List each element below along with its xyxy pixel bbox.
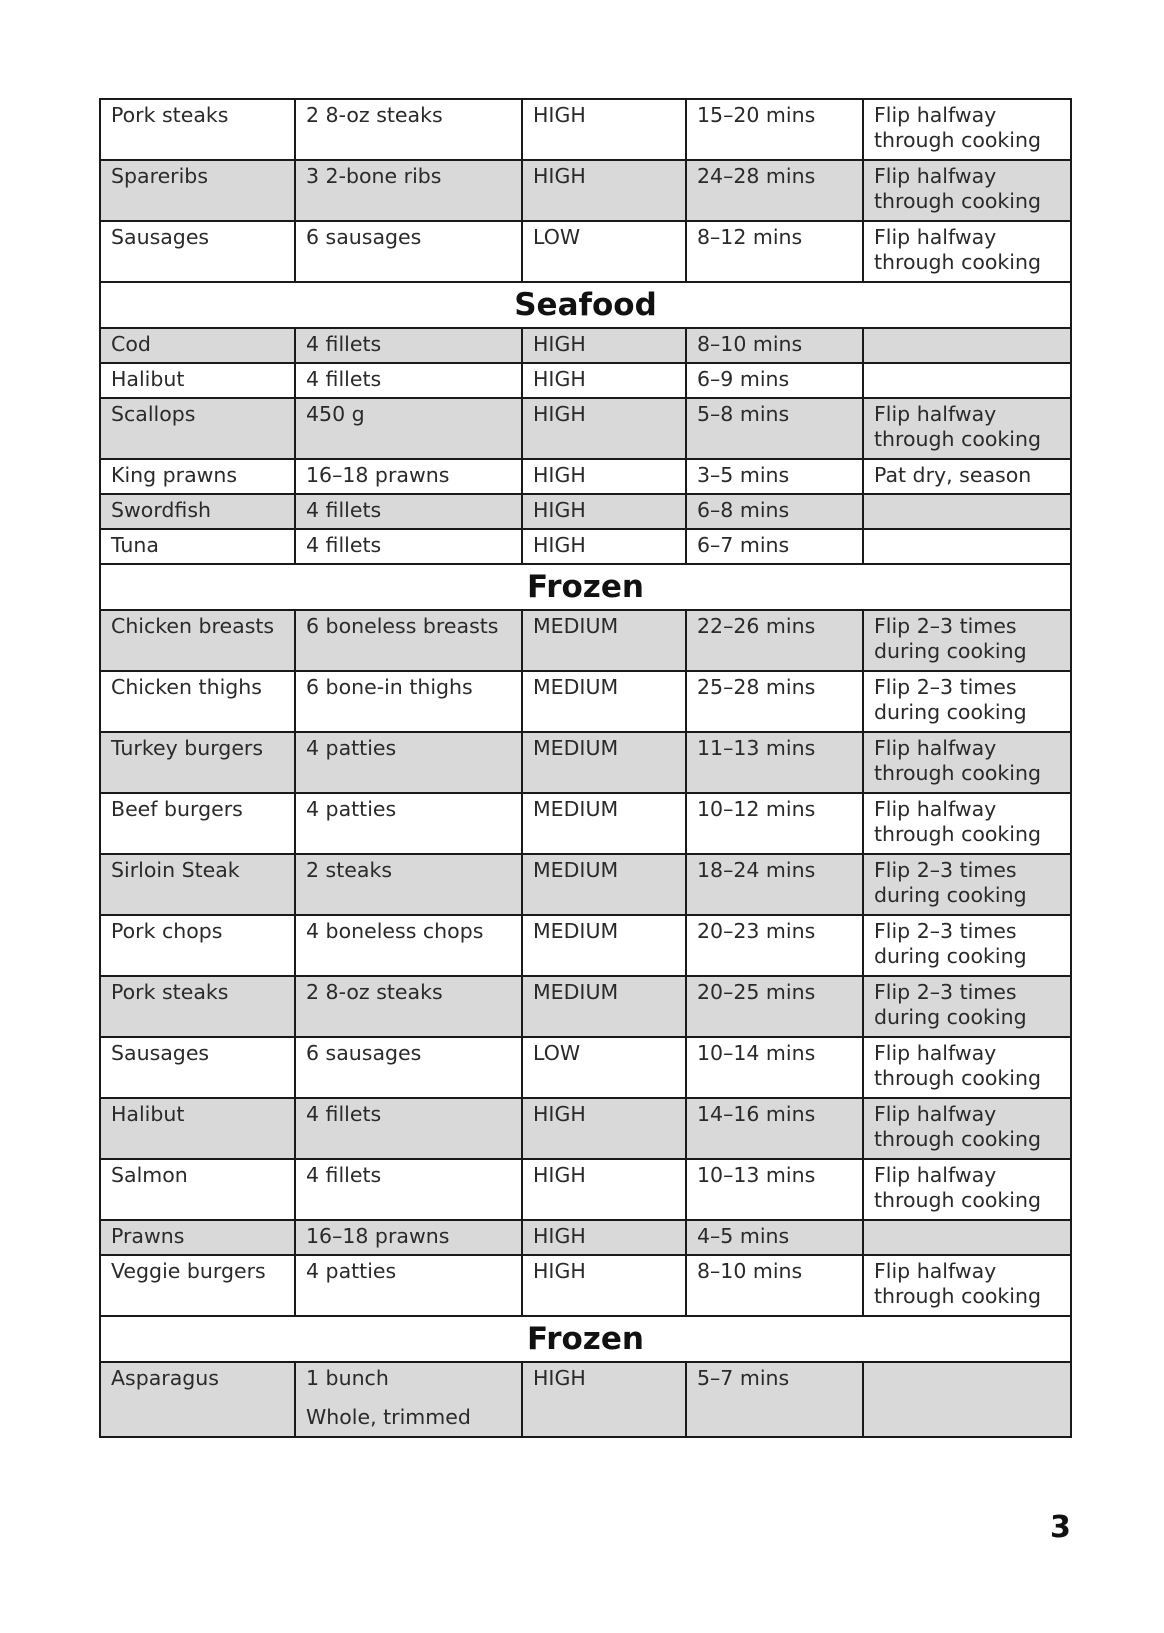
setting-cell: HIGH xyxy=(522,529,686,564)
notes-cell: Flip 2–3 times during cooking xyxy=(863,671,1071,732)
time-cell: 15–20 mins xyxy=(686,99,863,160)
table-row xyxy=(100,459,1071,494)
notes-cell: Flip halfway through cooking xyxy=(863,398,1071,459)
time-cell: 20–25 mins xyxy=(686,976,863,1037)
amount-cell: 4 patties xyxy=(295,793,522,854)
food-cell: Pork steaks xyxy=(100,976,295,1037)
table-row xyxy=(100,494,1071,529)
amount-cell: 4 patties xyxy=(295,732,522,793)
setting-cell: MEDIUM xyxy=(522,671,686,732)
food-cell: Sirloin Steak xyxy=(100,854,295,915)
food-cell: Pork steaks xyxy=(100,99,295,160)
food-cell: Sausages xyxy=(100,1037,295,1098)
table-row xyxy=(100,671,1071,732)
notes-cell xyxy=(863,1220,1071,1255)
notes-cell xyxy=(863,529,1071,564)
time-cell: 10–12 mins xyxy=(686,793,863,854)
section-heading-frozen: Frozen xyxy=(100,564,1071,610)
setting-cell: HIGH xyxy=(522,1159,686,1220)
time-cell: 25–28 mins xyxy=(686,671,863,732)
notes-cell: Flip halfway through cooking xyxy=(863,160,1071,221)
food-cell: Spareribs xyxy=(100,160,295,221)
table-row xyxy=(100,1159,1071,1220)
amount-cell: 4 fillets xyxy=(295,1098,522,1159)
food-cell: Pork chops xyxy=(100,915,295,976)
table-row xyxy=(100,160,1071,221)
table-row xyxy=(100,1220,1071,1255)
time-cell: 10–13 mins xyxy=(686,1159,863,1220)
time-cell: 6–8 mins xyxy=(686,494,863,529)
time-cell: 8–12 mins xyxy=(686,221,863,282)
notes-cell: Flip halfway through cooking xyxy=(863,1098,1071,1159)
setting-cell: HIGH xyxy=(522,398,686,459)
time-cell: 11–13 mins xyxy=(686,732,863,793)
setting-cell: HIGH xyxy=(522,99,686,160)
notes-cell: Flip halfway through cooking xyxy=(863,732,1071,793)
notes-cell: Flip halfway through cooking xyxy=(863,99,1071,160)
time-cell: 10–14 mins xyxy=(686,1037,863,1098)
amount-cell: 4 fillets xyxy=(295,1159,522,1220)
amount-cell: 2 8-oz steaks xyxy=(295,976,522,1037)
table-row xyxy=(100,1037,1071,1098)
amount-cell: 6 sausages xyxy=(295,1037,522,1098)
setting-cell: MEDIUM xyxy=(522,854,686,915)
amount-cell: 4 fillets xyxy=(295,529,522,564)
food-cell: Prawns xyxy=(100,1220,295,1255)
page-number: 3 xyxy=(1050,1510,1071,1545)
notes-cell xyxy=(863,363,1071,398)
notes-cell: Flip 2–3 times during cooking xyxy=(863,854,1071,915)
time-cell: 8–10 mins xyxy=(686,328,863,363)
table-row xyxy=(100,221,1071,282)
table-row xyxy=(100,1098,1071,1159)
time-cell: 20–23 mins xyxy=(686,915,863,976)
section-header-row xyxy=(100,564,1071,610)
food-cell: Salmon xyxy=(100,1159,295,1220)
setting-cell: MEDIUM xyxy=(522,610,686,671)
setting-cell: HIGH xyxy=(522,459,686,494)
food-cell: Scallops xyxy=(100,398,295,459)
time-cell: 6–9 mins xyxy=(686,363,863,398)
table-row xyxy=(100,398,1071,459)
setting-cell: HIGH xyxy=(522,1255,686,1316)
setting-cell: MEDIUM xyxy=(522,793,686,854)
time-cell: 14–16 mins xyxy=(686,1098,863,1159)
food-cell: Chicken breasts xyxy=(100,610,295,671)
notes-cell: Flip halfway through cooking xyxy=(863,1037,1071,1098)
notes-cell xyxy=(863,328,1071,363)
table-row xyxy=(100,915,1071,976)
setting-cell: MEDIUM xyxy=(522,915,686,976)
food-cell: Beef burgers xyxy=(100,793,295,854)
amount-cell: 6 bone-in thighs xyxy=(295,671,522,732)
amount-cell: 4 fillets xyxy=(295,363,522,398)
food-cell: Halibut xyxy=(100,1098,295,1159)
setting-cell: HIGH xyxy=(522,328,686,363)
table-row xyxy=(100,1255,1071,1316)
setting-cell: HIGH xyxy=(522,494,686,529)
amount-cell: 16–18 prawns xyxy=(295,1220,522,1255)
amount-cell: 3 2-bone ribs xyxy=(295,160,522,221)
table-row xyxy=(100,1362,1071,1437)
notes-cell xyxy=(863,1362,1071,1437)
food-cell: Halibut xyxy=(100,363,295,398)
time-cell: 22–26 mins xyxy=(686,610,863,671)
amount-cell: 6 boneless breasts xyxy=(295,610,522,671)
table-row xyxy=(100,363,1071,398)
section-header-row xyxy=(100,282,1071,328)
section-heading-frozen-2: Frozen xyxy=(100,1316,1071,1362)
setting-cell: HIGH xyxy=(522,1098,686,1159)
amount-cell: 2 8-oz steaks xyxy=(295,99,522,160)
setting-cell: HIGH xyxy=(522,160,686,221)
amount-cell xyxy=(295,1362,522,1437)
amount-cell: 2 steaks xyxy=(295,854,522,915)
food-cell: Sausages xyxy=(100,221,295,282)
notes-cell: Pat dry, season xyxy=(863,459,1071,494)
time-cell: 6–7 mins xyxy=(686,529,863,564)
notes-cell: Flip 2–3 times during cooking xyxy=(863,610,1071,671)
cooking-chart-table xyxy=(99,98,1072,1438)
amount-cell: 4 fillets xyxy=(295,328,522,363)
food-cell: Turkey burgers xyxy=(100,732,295,793)
notes-cell xyxy=(863,494,1071,529)
table-row xyxy=(100,99,1071,160)
section-header-row xyxy=(100,1316,1071,1362)
notes-cell: Flip halfway through cooking xyxy=(863,1255,1071,1316)
notes-cell: Flip halfway through cooking xyxy=(863,793,1071,854)
time-cell: 5–8 mins xyxy=(686,398,863,459)
time-cell: 5–7 mins xyxy=(686,1362,863,1437)
food-cell: Asparagus xyxy=(100,1362,295,1437)
notes-cell: Flip 2–3 times during cooking xyxy=(863,915,1071,976)
time-cell: 4–5 mins xyxy=(686,1220,863,1255)
notes-cell: Flip halfway through cooking xyxy=(863,1159,1071,1220)
setting-cell: MEDIUM xyxy=(522,976,686,1037)
food-cell: Swordfish xyxy=(100,494,295,529)
setting-cell: LOW xyxy=(522,1037,686,1098)
setting-cell: HIGH xyxy=(522,1220,686,1255)
table-row xyxy=(100,976,1071,1037)
time-cell: 18–24 mins xyxy=(686,854,863,915)
table-row xyxy=(100,854,1071,915)
table-row xyxy=(100,328,1071,363)
amount-cell: 16–18 prawns xyxy=(295,459,522,494)
table-row xyxy=(100,732,1071,793)
food-cell: King prawns xyxy=(100,459,295,494)
time-cell: 8–10 mins xyxy=(686,1255,863,1316)
section-heading-seafood: Seafood xyxy=(100,282,1071,328)
amount-cell: 4 patties xyxy=(295,1255,522,1316)
setting-cell: HIGH xyxy=(522,1362,686,1437)
table-row xyxy=(100,529,1071,564)
amount-cell: 4 fillets xyxy=(295,494,522,529)
table-row xyxy=(100,793,1071,854)
amount-cell: 6 sausages xyxy=(295,221,522,282)
setting-cell: LOW xyxy=(522,221,686,282)
notes-cell: Flip halfway through cooking xyxy=(863,221,1071,282)
table-row xyxy=(100,610,1071,671)
amount-text: 1 bunch xyxy=(306,1366,389,1390)
food-cell: Tuna xyxy=(100,529,295,564)
time-cell: 24–28 mins xyxy=(686,160,863,221)
amount-detail-text: Whole, trimmed xyxy=(306,1404,471,1429)
food-cell: Cod xyxy=(100,328,295,363)
setting-cell: MEDIUM xyxy=(522,732,686,793)
setting-cell: HIGH xyxy=(522,363,686,398)
food-cell: Chicken thighs xyxy=(100,671,295,732)
notes-cell: Flip 2–3 times during cooking xyxy=(863,976,1071,1037)
amount-cell: 450 g xyxy=(295,398,522,459)
amount-cell: 4 boneless chops xyxy=(295,915,522,976)
time-cell: 3–5 mins xyxy=(686,459,863,494)
food-cell: Veggie burgers xyxy=(100,1255,295,1316)
